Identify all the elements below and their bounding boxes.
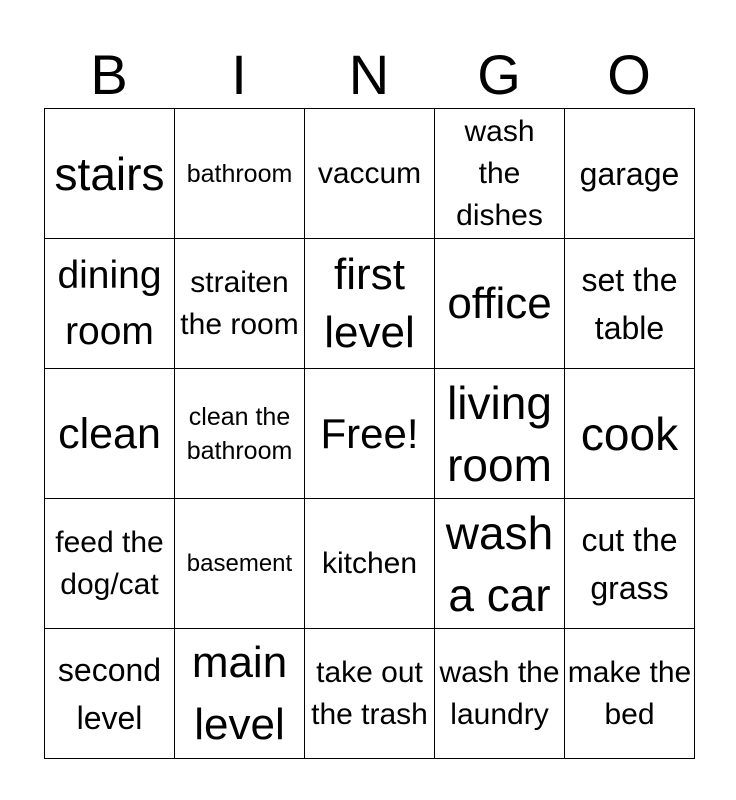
bingo-cell bbox=[435, 239, 565, 369]
header-letter-i: I bbox=[231, 43, 247, 106]
cell-label: feed the dog/cat bbox=[55, 525, 164, 601]
bingo-cell bbox=[45, 499, 175, 629]
bingo-cell bbox=[175, 239, 305, 369]
cell-label: second level bbox=[57, 651, 162, 736]
bingo-cell bbox=[435, 629, 565, 759]
cell-label: garage bbox=[579, 155, 680, 192]
bingo-cell bbox=[305, 629, 435, 759]
bingo-cell bbox=[45, 109, 175, 239]
header-letter-b: B bbox=[90, 43, 128, 106]
bingo-cell bbox=[565, 369, 695, 499]
cell-label: stairs bbox=[54, 147, 165, 200]
header-letter-n: N bbox=[348, 43, 390, 106]
cell-label: Free! bbox=[320, 409, 419, 457]
bingo-cell bbox=[435, 369, 565, 499]
bingo-cell bbox=[565, 109, 695, 239]
cell-label: basement bbox=[186, 549, 293, 577]
bingo-cell bbox=[45, 369, 175, 499]
cell-label: wash the laundry bbox=[439, 655, 560, 731]
bingo-cell bbox=[175, 109, 305, 239]
bingo-header bbox=[44, 44, 694, 106]
cell-label: dining room bbox=[57, 253, 162, 353]
cell-label: take out the trash bbox=[311, 655, 428, 731]
bingo-cell bbox=[305, 109, 435, 239]
cell-label: wash the dishes bbox=[456, 114, 543, 232]
bingo-cell bbox=[305, 499, 435, 629]
bingo-cell bbox=[45, 629, 175, 759]
bingo-cell bbox=[435, 109, 565, 239]
cell-label: wash a car bbox=[445, 506, 554, 621]
bingo-cell bbox=[565, 629, 695, 759]
header-letter-o: O bbox=[607, 43, 651, 106]
cell-label: living room bbox=[447, 376, 552, 491]
bingo-cell bbox=[305, 239, 435, 369]
cell-label: clean bbox=[58, 409, 161, 458]
cell-label: cook bbox=[580, 407, 679, 460]
bingo-cell bbox=[565, 239, 695, 369]
bingo-cell bbox=[175, 629, 305, 759]
cell-label: clean the bathroom bbox=[186, 402, 293, 465]
bingo-grid bbox=[44, 108, 695, 759]
bingo-cell bbox=[565, 499, 695, 629]
bingo-cell bbox=[175, 369, 305, 499]
bingo-cell bbox=[45, 239, 175, 369]
cell-label: make the bed bbox=[567, 655, 692, 731]
cell-label: vaccum bbox=[317, 156, 422, 190]
bingo-cell bbox=[435, 499, 565, 629]
bingo-cell bbox=[175, 499, 305, 629]
cell-label: bathroom bbox=[186, 159, 293, 188]
cell-label: main level bbox=[191, 637, 288, 749]
cell-label: cut the grass bbox=[581, 521, 678, 606]
cell-label: set the table bbox=[581, 261, 678, 346]
cell-label: office bbox=[447, 278, 552, 328]
cell-label: kitchen bbox=[321, 546, 418, 580]
cell-label: first level bbox=[324, 249, 415, 357]
header-letter-g: G bbox=[477, 43, 521, 106]
bingo-cell bbox=[305, 369, 435, 499]
cell-label: straiten the room bbox=[180, 265, 299, 341]
